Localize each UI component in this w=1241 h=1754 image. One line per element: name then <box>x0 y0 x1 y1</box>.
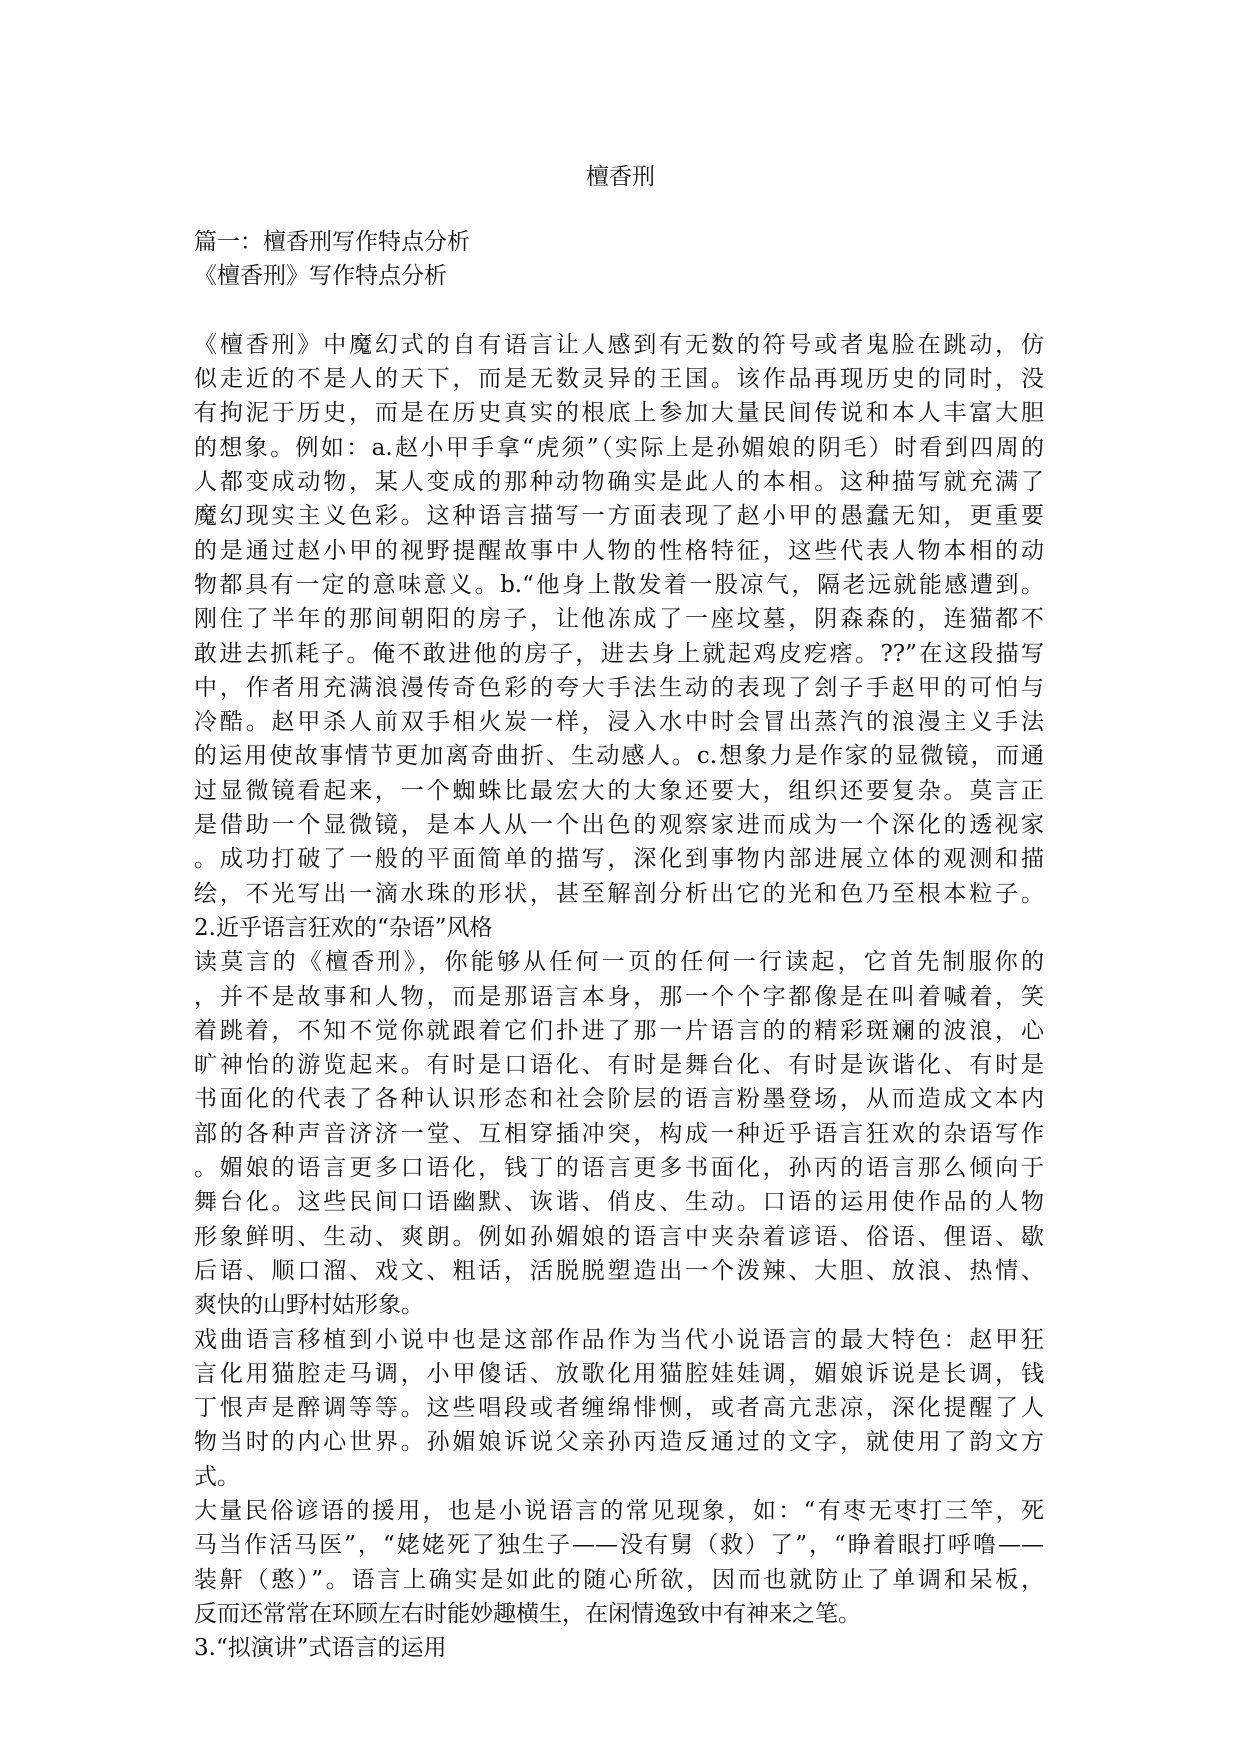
text-line: 物当时的内心世界。孙媚娘诉说父亲孙丙造反通过的文字，就使用了韵文方 <box>194 1429 1044 1456</box>
text-line: ，并不是故事和人物，而是那语言本身，那一个个字都像是在叫着喊着，笑 <box>194 983 1044 1010</box>
text-line: 部的各种声音济济一堂、互相穿插冲突，构成一种近乎语言狂欢的杂语写作 <box>194 1120 1044 1147</box>
text-line: 书面化的代表了各种认识形态和社会阶层的语言粉墨登场，从而造成文本内 <box>194 1086 1044 1113</box>
text-line: 冷酷。赵甲杀人前双手相火炭一样，浸入水中时会冒出蒸汽的浪漫主义手法 <box>194 709 1044 736</box>
text-line: 。成功打破了一般的平面简单的描写，深化到事物内部进展立体的观测和描 <box>194 846 1044 873</box>
text-line: 言化用猫腔走马调，小甲傻话、放歌化用猫腔娃娃调，媚娘诉说是长调，钱 <box>194 1360 1044 1387</box>
subheading: 3.“拟演讲”式语言的运用 <box>194 1635 447 1662</box>
text-line: 大量民俗谚语的援用，也是小说语言的常见现象，如：“有枣无枣打三竿，死 <box>194 1497 1044 1524</box>
text-line: 爽快的山野村姑形象。 <box>194 1292 424 1319</box>
text-line: 着跳着，不知不觉你就跟着它们扑进了那一片语言的的精彩斑斓的波浪，心 <box>194 1017 1044 1044</box>
document-body <box>194 225 1044 1665</box>
text-line: 装鼾（憨）”。语言上确实是如此的随心所欲，因而也就防止了单调和呆板， <box>194 1566 1044 1593</box>
text-line: 马当作活马医”，“姥姥死了独生子——没有舅（救）了”，“睁着眼打呼噜—— <box>194 1532 1044 1559</box>
text-line: 反而还常常在环顾左右时能妙趣横生，在闲情逸致中有神来之笔。 <box>194 1600 861 1627</box>
text-line: 刚住了半年的那间朝阳的房子，让他冻成了一座坟墓，阴森森的，连猫都不 <box>194 606 1044 633</box>
text-line: 。媚娘的语言更多口语化，钱丁的语言更多书面化，孙丙的语言那么倾向于 <box>194 1155 1044 1182</box>
text-line: 的是通过赵小甲的视野提醒故事中人物的性格特征，这些代表人物本相的动 <box>194 537 1044 564</box>
article-title: 《檀香刑》写作特点分析 <box>194 263 447 290</box>
text-line: 丁恨声是醉调等等。这些唱段或者缠绵悱恻，或者高亢悲凉，深化提醒了人 <box>194 1395 1044 1422</box>
text-line: 敢进去抓耗子。俺不敢进他的房子，进去身上就起鸡皮疙瘩。??”在这段描写 <box>194 640 1044 667</box>
document-title: 檀香刑 <box>586 164 655 190</box>
text-line: 的运用使故事情节更加离奇曲折、生动感人。c.想象力是作家的显微镜，而通 <box>194 743 1044 770</box>
text-line: 戏曲语言移植到小说中也是这部作品作为当代小说语言的最大特色：赵甲狂 <box>194 1326 1044 1353</box>
text-line: 魔幻现实主义色彩。这种语言描写一方面表现了赵小甲的愚蠢无知，更重要 <box>194 503 1044 530</box>
text-line: 舞台化。这些民间口语幽默、诙谐、俏皮、生动。口语的运用使作品的人物 <box>194 1189 1044 1216</box>
text-line: 式。 <box>194 1463 240 1490</box>
text-line: 的想象。例如：a.赵小甲手拿“虎须”（实际上是孙媚娘的阴毛）时看到四周的 <box>194 434 1044 461</box>
text-line: 有拘泥于历史，而是在历史真实的根底上参加大量民间传说和本人丰富大胆 <box>194 400 1044 427</box>
text-line: 《檀香刑》中魔幻式的自有语言让人感到有无数的符号或者鬼脸在跳动，仿 <box>194 331 1044 358</box>
text-line: 旷神怡的游览起来。有时是口语化、有时是舞台化、有时是诙谐化、有时是 <box>194 1052 1044 1079</box>
text-line: 似走近的不是人的天下，而是无数灵异的王国。该作品再现历史的同时，没 <box>194 366 1044 393</box>
text-line: 过显微镜看起来，一个蜘蛛比最宏大的大象还要大，组织还要复杂。莫言正 <box>194 777 1044 804</box>
text-line: 形象鲜明、生动、爽朗。例如孙媚娘的语言中夹杂着谚语、俗语、俚语、歇 <box>194 1223 1044 1250</box>
text-line: 中，作者用充满浪漫传奇色彩的夸大手法生动的表现了刽子手赵甲的可怕与 <box>194 674 1044 701</box>
text-line: 人都变成动物，某人变成的那种动物确实是此人的本相。这种描写就充满了 <box>194 469 1044 496</box>
text-line: 是借助一个显微镜，是本人从一个出色的观察家进而成为一个深化的透视家 <box>194 812 1044 839</box>
text-line: 绘，不光写出一滴水珠的形状，甚至解剖分析出它的光和色乃至根本粒子。 <box>194 880 1044 907</box>
section-heading: 篇一：檀香刑写作特点分析 <box>194 229 470 255</box>
blank-line <box>194 294 1044 328</box>
text-line: 读莫言的《檀香刑》，你能够从任何一页的任何一行读起，它首先制服你的 <box>194 949 1044 976</box>
text-line: 后语、顺口溜、戏文、粗话，活脱脱塑造出一个泼辣、大胆、放浪、热情、 <box>194 1257 1044 1284</box>
subheading: 2.近乎语言狂欢的“杂语”风格 <box>194 914 493 941</box>
text-line: 物都具有一定的意味意义。b.“他身上散发着一股凉气，隔老远就能感遭到。 <box>194 571 1044 598</box>
